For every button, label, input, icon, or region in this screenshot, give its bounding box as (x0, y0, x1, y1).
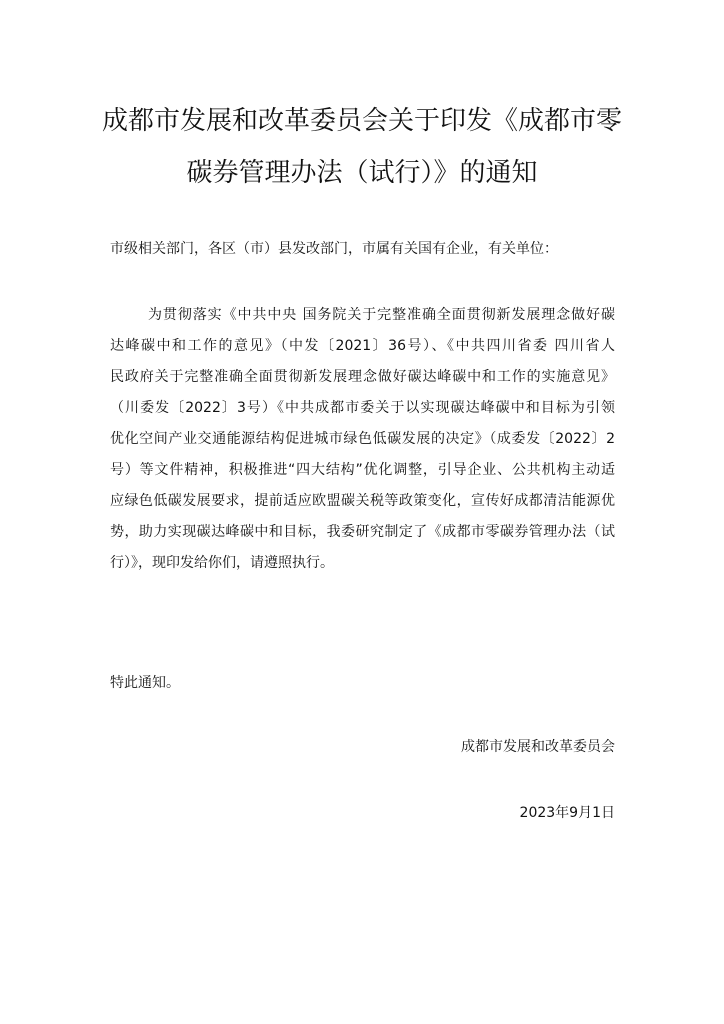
body-line: 民政府关于完整准确全面贯彻新发展理念做好碳达峰碳中和工作的实施意见》 (110, 369, 615, 385)
body-line: 号）等文件精神，积极推进“四大结构”优化调整，引导企业、公共机构主动适 (110, 462, 615, 478)
closing-remark: 特此通知。 (110, 675, 180, 691)
body-line: 达峰碳中和工作的意见》（中发〔2021〕36号）、《中共四川省委 四川省人 (110, 338, 615, 354)
salutation: 市级相关部门，各区（市）县发改部门，市属有关国有企业，有关单位： (110, 241, 558, 257)
body-line: 为贯彻落实《中共中央 国务院关于完整准确全面贯彻新发展理念做好碳 (148, 307, 615, 323)
body-line: 优化空间产业交通能源结构促进城市绿色低碳发展的决定》（成委发〔2022〕2 (110, 431, 615, 447)
document-title-line-2: 碳券管理办法（试行）》的通知 (186, 158, 538, 188)
body-line: 势，助力实现碳达峰碳中和目标，我委研究制定了《成都市零碳券管理办法（试 (110, 524, 615, 540)
body-line: 行）》，现印发给你们，请遵照执行。 (110, 555, 334, 571)
issue-date: 2023年9月1日 (519, 805, 615, 821)
body-paragraph (110, 300, 615, 579)
body-line: 应绿色低碳发展要求，提前适应欧盟碳关税等政策变化，宣传好成都清洁能源优 (110, 493, 615, 509)
body-line: （川委发〔2022〕3号）《中共成都市委关于以实现碳达峰碳中和目标为引领 (110, 400, 615, 416)
issuing-authority: 成都市发展和改革委员会 (461, 739, 615, 755)
document-title-line-1: 成都市发展和改革委员会关于印发《成都市零 (101, 106, 622, 136)
